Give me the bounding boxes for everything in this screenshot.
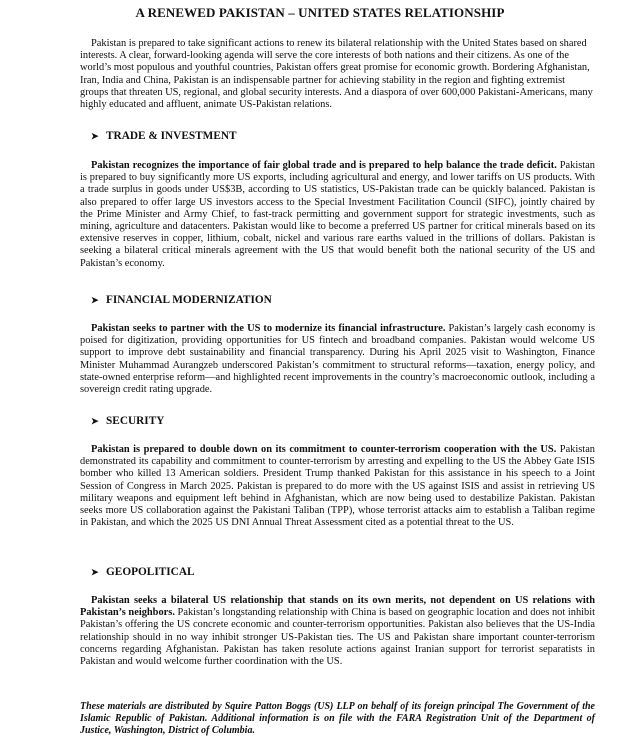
section-body: Pakistan’s largely cash economy is poised for digitization, providing opportunities for US fintech and broadband companies. Pakistan would welcome US support to improve debt sustainability and financial transparency. During his April 2025 visit to Washington, Finance Minister Muhammad Aurangzeb underscored Pakistan’s commitment to structural reforms—taxation, energy policy, and state-owned enterprise reform—and highlighted recent improvements in the country’s macroeconomic outlook, including a sovereign credit rating upgrade.: [80, 323, 595, 396]
section-lead: Pakistan seeks a bilateral US relationship that stands on its own merits, not dependent on US relations with Pakistan’s neighbors.: [80, 595, 595, 619]
arrowhead-bullet-icon: ➤: [91, 131, 99, 141]
section-paragraph-financial: [80, 323, 595, 396]
section-lead: Pakistan seeks to partner with the US to modernize its financial infrastructure.: [91, 323, 446, 334]
section-lead: Pakistan recognizes the importance of fair global trade and is prepared to help balance the trade deficit.: [91, 160, 557, 171]
section-heading-label: TRADE & INVESTMENT: [106, 130, 237, 142]
section-lead: Pakistan is prepared to double down on its commitment to counter-terrorism cooperation with the US.: [91, 444, 557, 455]
section-paragraph-trade: [80, 160, 595, 270]
section-paragraph-geopolitical: [80, 595, 595, 668]
arrowhead-bullet-icon: ➤: [91, 416, 99, 426]
section-heading-label: FINANCIAL MODERNIZATION: [106, 294, 272, 306]
section-body: Pakistan’s longstanding relationship with China is based on geographic location and does not inhibit Pakistan’s offering the US concrete economic and counter-terrorism opportunities. Pakistan also believes that the US-India relationship should in no way inhibit stronger US-Pakistan ties. The US and Pakistan share important counter-terrorism concerns regarding Afghanistan. Pakistan has taken resolute actions against Iranian support for terrorist separatists in Pakistan and would welcome further coordination with the US.: [80, 607, 595, 668]
arrowhead-bullet-icon: ➤: [91, 567, 99, 577]
intro-paragraph: Pakistan is prepared to take significant actions to renew its bilateral relationship with the United States based on shared interests. A clear, forward-looking agenda will serve the core interests of both nations and their citizens. As one of the world’s most populous and youthful countries, Pakistan offers great promise for economic growth. Bordering Afghanistan, Iran, India and China, Pakistan is an indispensable partner for achieving stability in the region and fighting extremist groups that threaten US, regional, and global security interests. And a diaspora of over 600,000 Pakistani-Americans, many highly educated and affluent, animate US-Pakistan relations.: [80, 38, 593, 111]
fara-disclaimer: These materials are distributed by Squire Patton Boggs (US) LLP on behalf of its foreign principal The Government of the Islamic Republic of Pakistan. Additional information is on file with the FARA Registration Unit of the Department of Justice, Washington, District of Columbia.: [80, 701, 595, 737]
section-paragraph-security: [80, 444, 595, 529]
arrowhead-bullet-icon: ➤: [91, 295, 99, 305]
document-title: A RENEWED PAKISTAN – UNITED STATES RELATIONSHIP: [135, 5, 505, 20]
section-heading-label: GEOPOLITICAL: [106, 566, 195, 578]
section-heading-financial: [91, 294, 272, 307]
section-heading-geopolitical: [91, 566, 195, 579]
section-heading-label: SECURITY: [106, 415, 165, 427]
section-heading-trade: [91, 130, 237, 143]
section-body: Pakistan demonstrated its capability and commitment to counter-terrorism by arresting and expelling to the US the Abbey Gate ISIS bomber who killed 13 American soldiers. President Trump thanked Pakistan for this assistance in his speech to a Joint Session of Congress in March 2025. Pakistan is prepared to do more with the US against ISIS and assist in retrieving US military weapons and equipment left behind in Afghanistan, which are now being used to destabilize Pakistan. Pakistan seeks more US collaboration against the Pakistani Taliban (TPP), whose terrorist attacks aim to establish a Taliban regime in Pakistan, and which the 2025 US DNI Annual Threat Assessment cited as a potential threat to the US.: [80, 444, 595, 529]
section-body: Pakistan is prepared to buy significantly more US exports, including agricultural and energy, and lower tariffs on US products. With a trade surplus in goods under US$3B, according to US statistics, US-Pakistan trade can be quickly balanced. Pakistan is also prepared to offer large US investors access to the Special Investment Facilitation Council (SIFC), jointly chaired by the Prime Minister and Army Chief, to fast-track permitting and government support for strategic investments, such as mining, agriculture and datacenters. Pakistan would like to become a preferred US partner for critical minerals based on its extensive reserves in copper, lithium, cobalt, nickel and various rare earths valued in the trillions of dollars. Pakistan is seeking a bilateral critical minerals agreement with the US that would benefit both the national security of the US and Pakistan’s economy.: [80, 160, 595, 269]
section-heading-security: [91, 415, 164, 428]
